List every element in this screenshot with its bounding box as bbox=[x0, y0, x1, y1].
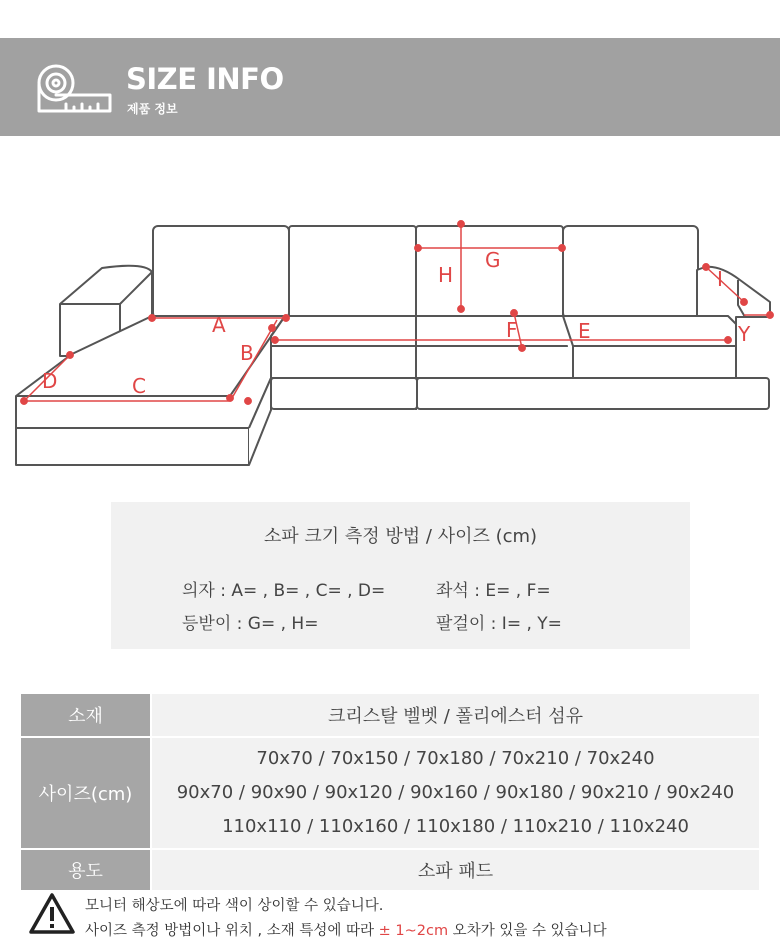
usage-value: 소파 패드 bbox=[151, 849, 759, 891]
table-row bbox=[21, 737, 759, 849]
tape-measure-icon bbox=[34, 61, 114, 117]
size-line: 70x70 / 70x150 / 70x180 / 70x210 / 70x240 bbox=[256, 748, 655, 769]
label-e: E bbox=[578, 319, 591, 343]
size-label: 사이즈(cm) bbox=[21, 737, 151, 849]
tolerance-value: ± 1~2cm bbox=[378, 923, 449, 939]
armrest-measurements: 팔걸이 : I= , Y= bbox=[436, 614, 562, 634]
notice-line-1: 모니터 해상도에 따라 색이 상이할 수 있습니다. bbox=[85, 898, 384, 914]
size-line: 90x70 / 90x90 / 90x120 / 90x160 / 90x180 / 90x210 / 90x240 bbox=[176, 782, 735, 803]
size-info-header bbox=[0, 38, 780, 136]
label-c: C bbox=[132, 374, 146, 398]
material-value: 크리스탈 벨벳 / 폴리에스터 섬유 bbox=[151, 694, 759, 737]
label-i: I bbox=[717, 267, 723, 291]
label-b: B bbox=[240, 341, 254, 365]
label-y: Y bbox=[738, 322, 751, 346]
chair-measurements: 의자 : A= , B= , C= , D= bbox=[182, 581, 386, 601]
page-title: SIZE INFO bbox=[126, 62, 284, 96]
notice bbox=[24, 888, 764, 944]
warning-icon bbox=[28, 892, 76, 936]
label-a: A bbox=[212, 313, 226, 337]
notice-line-2-post: 오차가 있을 수 있습니다 bbox=[448, 923, 607, 939]
seat-measurements: 좌석 : E= , F= bbox=[436, 581, 551, 601]
sofa-diagram bbox=[0, 210, 780, 470]
label-d: D bbox=[42, 369, 58, 393]
label-f: F bbox=[506, 318, 518, 342]
usage-label: 용도 bbox=[21, 849, 151, 891]
label-h: H bbox=[438, 263, 454, 287]
size-values bbox=[151, 737, 759, 849]
label-g: G bbox=[485, 248, 501, 272]
table-row bbox=[21, 694, 759, 737]
spec-table bbox=[21, 694, 759, 892]
table-row bbox=[21, 849, 759, 891]
material-label: 소재 bbox=[21, 694, 151, 737]
page-subtitle: 제품 정보 bbox=[127, 102, 178, 116]
notice-line-2-pre: 사이즈 측정 방법이나 위치 , 소재 특성에 따라 bbox=[85, 923, 379, 939]
notice-line-2 bbox=[85, 919, 607, 940]
back-measurements: 등받이 : G= , H= bbox=[182, 614, 319, 634]
measurement-title: 소파 크기 측정 방법 / 사이즈 (cm) bbox=[263, 526, 538, 547]
measurement-guide bbox=[111, 502, 690, 649]
size-line: 110x110 / 110x160 / 110x180 / 110x210 / 110x240 bbox=[222, 816, 689, 837]
